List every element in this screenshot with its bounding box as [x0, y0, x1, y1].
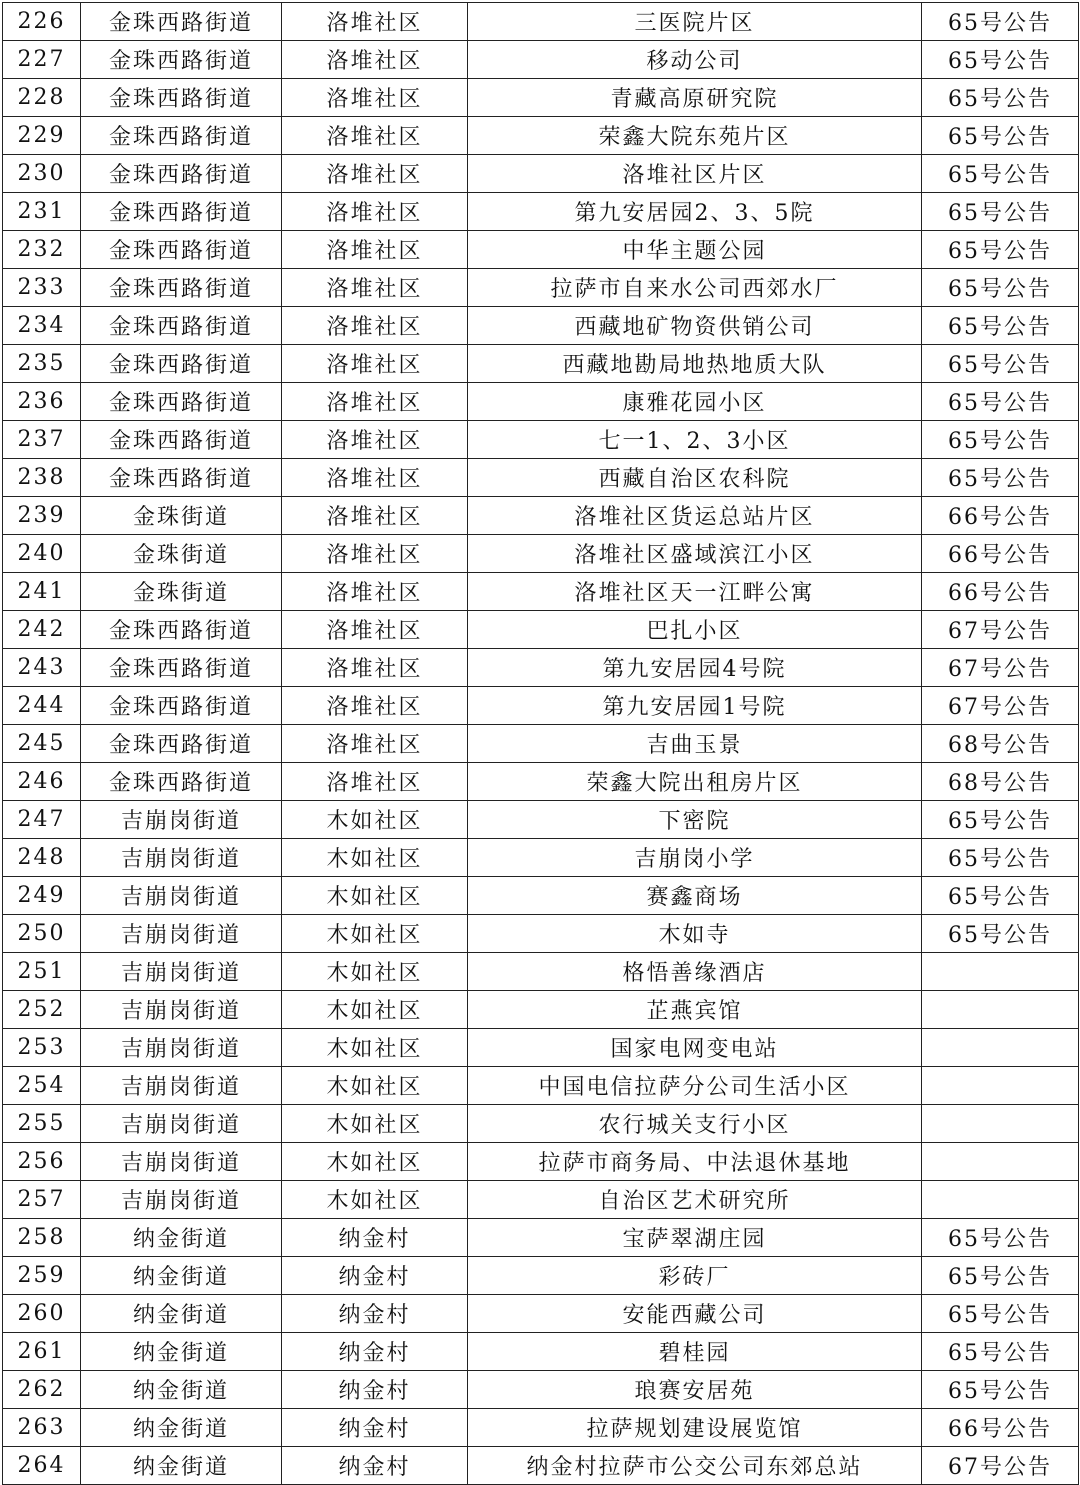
notice-cell — [922, 991, 1079, 1029]
place-cell: 七一1、2、3小区 — [468, 421, 922, 459]
row-number-cell: 248 — [3, 839, 81, 877]
community-cell: 洛堆社区 — [282, 497, 468, 535]
community-cell: 洛堆社区 — [282, 535, 468, 573]
place-cell: 中国电信拉萨分公司生活小区 — [468, 1067, 922, 1105]
street-cell: 金珠街道 — [81, 573, 282, 611]
place-cell: 芷燕宾馆 — [468, 991, 922, 1029]
place-cell: 洛堆社区货运总站片区 — [468, 497, 922, 535]
street-cell: 纳金街道 — [81, 1219, 282, 1257]
row-number-cell: 246 — [3, 763, 81, 801]
table-row — [3, 3, 1079, 41]
notice-cell: 65号公告 — [922, 1333, 1079, 1371]
row-number-cell: 244 — [3, 687, 81, 725]
street-cell: 纳金街道 — [81, 1371, 282, 1409]
table-row — [3, 1143, 1079, 1181]
notice-cell: 65号公告 — [922, 877, 1079, 915]
place-cell: 荣鑫大院东苑片区 — [468, 117, 922, 155]
notice-cell: 68号公告 — [922, 763, 1079, 801]
notice-cell: 65号公告 — [922, 459, 1079, 497]
place-cell: 农行城关支行小区 — [468, 1105, 922, 1143]
table-body — [3, 3, 1079, 1485]
notice-cell: 67号公告 — [922, 687, 1079, 725]
street-cell: 金珠街道 — [81, 535, 282, 573]
community-cell: 木如社区 — [282, 839, 468, 877]
row-number-cell: 237 — [3, 421, 81, 459]
notice-cell: 65号公告 — [922, 231, 1079, 269]
place-cell: 吉曲玉景 — [468, 725, 922, 763]
place-cell: 宝萨翠湖庄园 — [468, 1219, 922, 1257]
table-row — [3, 1029, 1079, 1067]
street-cell: 吉崩岗街道 — [81, 877, 282, 915]
row-number-cell: 247 — [3, 801, 81, 839]
street-cell: 金珠西路街道 — [81, 459, 282, 497]
street-cell: 吉崩岗街道 — [81, 1029, 282, 1067]
notice-cell: 65号公告 — [922, 269, 1079, 307]
table-row — [3, 383, 1079, 421]
row-number-cell: 238 — [3, 459, 81, 497]
street-cell: 纳金街道 — [81, 1257, 282, 1295]
notice-cell: 65号公告 — [922, 155, 1079, 193]
table-row — [3, 839, 1079, 877]
table-row — [3, 269, 1079, 307]
table-row — [3, 1409, 1079, 1447]
community-cell: 纳金村 — [282, 1333, 468, 1371]
row-number-cell: 245 — [3, 725, 81, 763]
community-cell: 洛堆社区 — [282, 725, 468, 763]
community-cell: 洛堆社区 — [282, 269, 468, 307]
table-row — [3, 41, 1079, 79]
street-cell: 金珠西路街道 — [81, 269, 282, 307]
place-cell: 下密院 — [468, 801, 922, 839]
row-number-cell: 234 — [3, 307, 81, 345]
notice-cell: 65号公告 — [922, 79, 1079, 117]
table-row — [3, 1257, 1079, 1295]
row-number-cell: 255 — [3, 1105, 81, 1143]
street-cell: 金珠西路街道 — [81, 687, 282, 725]
community-cell: 木如社区 — [282, 1029, 468, 1067]
community-cell: 纳金村 — [282, 1295, 468, 1333]
place-cell: 三医院片区 — [468, 3, 922, 41]
street-cell: 金珠西路街道 — [81, 611, 282, 649]
row-number-cell: 230 — [3, 155, 81, 193]
community-cell: 洛堆社区 — [282, 459, 468, 497]
place-cell: 赛鑫商场 — [468, 877, 922, 915]
table-row — [3, 649, 1079, 687]
table-row — [3, 991, 1079, 1029]
street-cell: 吉崩岗街道 — [81, 915, 282, 953]
community-cell: 洛堆社区 — [282, 79, 468, 117]
table-row — [3, 497, 1079, 535]
street-cell: 吉崩岗街道 — [81, 1105, 282, 1143]
notice-cell: 65号公告 — [922, 307, 1079, 345]
community-cell: 木如社区 — [282, 801, 468, 839]
street-cell: 吉崩岗街道 — [81, 1067, 282, 1105]
table-row — [3, 763, 1079, 801]
notice-cell: 66号公告 — [922, 497, 1079, 535]
table-row — [3, 877, 1079, 915]
place-cell: 青藏高原研究院 — [468, 79, 922, 117]
table-row — [3, 117, 1079, 155]
community-cell: 洛堆社区 — [282, 155, 468, 193]
place-cell: 洛堆社区天一江畔公寓 — [468, 573, 922, 611]
row-number-cell: 264 — [3, 1447, 81, 1485]
community-cell: 洛堆社区 — [282, 41, 468, 79]
street-cell: 纳金街道 — [81, 1409, 282, 1447]
street-cell: 金珠西路街道 — [81, 307, 282, 345]
street-cell: 吉崩岗街道 — [81, 953, 282, 991]
table-row — [3, 535, 1079, 573]
table-row — [3, 1067, 1079, 1105]
place-cell: 第九安居园2、3、5院 — [468, 193, 922, 231]
community-cell: 洛堆社区 — [282, 649, 468, 687]
row-number-cell: 229 — [3, 117, 81, 155]
place-cell: 巴扎小区 — [468, 611, 922, 649]
street-cell: 金珠西路街道 — [81, 763, 282, 801]
community-cell: 洛堆社区 — [282, 3, 468, 41]
notice-cell: 67号公告 — [922, 611, 1079, 649]
row-number-cell: 239 — [3, 497, 81, 535]
street-cell: 金珠西路街道 — [81, 117, 282, 155]
street-cell: 金珠西路街道 — [81, 41, 282, 79]
table-row — [3, 1447, 1079, 1485]
place-cell: 康雅花园小区 — [468, 383, 922, 421]
row-number-cell: 243 — [3, 649, 81, 687]
table-row — [3, 307, 1079, 345]
notice-cell: 65号公告 — [922, 3, 1079, 41]
street-cell: 金珠西路街道 — [81, 345, 282, 383]
place-cell: 中华主题公园 — [468, 231, 922, 269]
community-cell: 洛堆社区 — [282, 421, 468, 459]
table-row — [3, 1105, 1079, 1143]
notice-cell: 65号公告 — [922, 1371, 1079, 1409]
notice-cell: 65号公告 — [922, 421, 1079, 459]
community-cell: 木如社区 — [282, 915, 468, 953]
community-cell: 洛堆社区 — [282, 687, 468, 725]
row-number-cell: 240 — [3, 535, 81, 573]
street-cell: 金珠街道 — [81, 497, 282, 535]
place-cell: 移动公司 — [468, 41, 922, 79]
place-cell: 吉崩岗小学 — [468, 839, 922, 877]
table-row — [3, 1181, 1079, 1219]
community-cell: 洛堆社区 — [282, 193, 468, 231]
table-row — [3, 573, 1079, 611]
street-cell: 金珠西路街道 — [81, 725, 282, 763]
community-cell: 洛堆社区 — [282, 573, 468, 611]
notice-cell: 65号公告 — [922, 1219, 1079, 1257]
row-number-cell: 233 — [3, 269, 81, 307]
notice-cell — [922, 1181, 1079, 1219]
community-cell: 纳金村 — [282, 1219, 468, 1257]
area-list-table — [2, 2, 1079, 1485]
notice-cell: 68号公告 — [922, 725, 1079, 763]
community-cell: 纳金村 — [282, 1409, 468, 1447]
notice-cell: 66号公告 — [922, 573, 1079, 611]
community-cell: 木如社区 — [282, 1067, 468, 1105]
community-cell: 洛堆社区 — [282, 763, 468, 801]
community-cell: 洛堆社区 — [282, 117, 468, 155]
place-cell: 西藏自治区农科院 — [468, 459, 922, 497]
community-cell: 洛堆社区 — [282, 307, 468, 345]
notice-cell — [922, 1143, 1079, 1181]
place-cell: 第九安居园4号院 — [468, 649, 922, 687]
community-cell: 纳金村 — [282, 1447, 468, 1485]
table-row — [3, 687, 1079, 725]
row-number-cell: 257 — [3, 1181, 81, 1219]
community-cell: 洛堆社区 — [282, 231, 468, 269]
table-row — [3, 1295, 1079, 1333]
notice-cell — [922, 1029, 1079, 1067]
table-row — [3, 725, 1079, 763]
community-cell: 洛堆社区 — [282, 345, 468, 383]
place-cell: 自治区艺术研究所 — [468, 1181, 922, 1219]
row-number-cell: 241 — [3, 573, 81, 611]
row-number-cell: 249 — [3, 877, 81, 915]
street-cell: 金珠西路街道 — [81, 383, 282, 421]
table-row — [3, 1219, 1079, 1257]
notice-cell — [922, 1105, 1079, 1143]
place-cell: 碧桂园 — [468, 1333, 922, 1371]
street-cell: 纳金街道 — [81, 1447, 282, 1485]
row-number-cell: 242 — [3, 611, 81, 649]
street-cell: 金珠西路街道 — [81, 155, 282, 193]
row-number-cell: 259 — [3, 1257, 81, 1295]
row-number-cell: 251 — [3, 953, 81, 991]
row-number-cell: 256 — [3, 1143, 81, 1181]
place-cell: 洛堆社区片区 — [468, 155, 922, 193]
street-cell: 金珠西路街道 — [81, 79, 282, 117]
notice-cell: 65号公告 — [922, 345, 1079, 383]
row-number-cell: 252 — [3, 991, 81, 1029]
street-cell: 金珠西路街道 — [81, 231, 282, 269]
notice-cell: 67号公告 — [922, 1447, 1079, 1485]
notice-cell: 65号公告 — [922, 839, 1079, 877]
table-row — [3, 231, 1079, 269]
street-cell: 纳金街道 — [81, 1333, 282, 1371]
row-number-cell: 261 — [3, 1333, 81, 1371]
notice-cell: 65号公告 — [922, 1257, 1079, 1295]
place-cell: 荣鑫大院出租房片区 — [468, 763, 922, 801]
community-cell: 木如社区 — [282, 1143, 468, 1181]
place-cell: 木如寺 — [468, 915, 922, 953]
place-cell: 格悟善缘酒店 — [468, 953, 922, 991]
notice-cell: 65号公告 — [922, 117, 1079, 155]
notice-cell: 65号公告 — [922, 383, 1079, 421]
notice-cell: 65号公告 — [922, 1295, 1079, 1333]
community-cell: 木如社区 — [282, 991, 468, 1029]
table-row — [3, 801, 1079, 839]
place-cell: 彩砖厂 — [468, 1257, 922, 1295]
row-number-cell: 231 — [3, 193, 81, 231]
table-row — [3, 421, 1079, 459]
community-cell: 洛堆社区 — [282, 611, 468, 649]
table-row — [3, 155, 1079, 193]
row-number-cell: 227 — [3, 41, 81, 79]
table-row — [3, 953, 1079, 991]
row-number-cell: 236 — [3, 383, 81, 421]
place-cell: 安能西藏公司 — [468, 1295, 922, 1333]
notice-cell: 65号公告 — [922, 193, 1079, 231]
place-cell: 拉萨规划建设展览馆 — [468, 1409, 922, 1447]
community-cell: 纳金村 — [282, 1257, 468, 1295]
street-cell: 吉崩岗街道 — [81, 1143, 282, 1181]
place-cell: 拉萨市商务局、中法退休基地 — [468, 1143, 922, 1181]
row-number-cell: 262 — [3, 1371, 81, 1409]
community-cell: 木如社区 — [282, 877, 468, 915]
row-number-cell: 253 — [3, 1029, 81, 1067]
street-cell: 金珠西路街道 — [81, 649, 282, 687]
street-cell: 吉崩岗街道 — [81, 801, 282, 839]
place-cell: 琅赛安居苑 — [468, 1371, 922, 1409]
place-cell: 第九安居园1号院 — [468, 687, 922, 725]
table-row — [3, 1371, 1079, 1409]
place-cell: 西藏地矿物资供销公司 — [468, 307, 922, 345]
notice-cell — [922, 1067, 1079, 1105]
place-cell: 纳金村拉萨市公交公司东郊总站 — [468, 1447, 922, 1485]
row-number-cell: 226 — [3, 3, 81, 41]
table-row — [3, 611, 1079, 649]
notice-cell: 65号公告 — [922, 41, 1079, 79]
notice-cell: 65号公告 — [922, 801, 1079, 839]
table-row — [3, 1333, 1079, 1371]
row-number-cell: 235 — [3, 345, 81, 383]
community-cell: 洛堆社区 — [282, 383, 468, 421]
community-cell: 木如社区 — [282, 1181, 468, 1219]
street-cell: 吉崩岗街道 — [81, 1181, 282, 1219]
street-cell: 纳金街道 — [81, 1295, 282, 1333]
community-cell: 木如社区 — [282, 1105, 468, 1143]
place-cell: 洛堆社区盛域滨江小区 — [468, 535, 922, 573]
row-number-cell: 250 — [3, 915, 81, 953]
table-row — [3, 345, 1079, 383]
table-row — [3, 915, 1079, 953]
row-number-cell: 232 — [3, 231, 81, 269]
street-cell: 金珠西路街道 — [81, 193, 282, 231]
row-number-cell: 228 — [3, 79, 81, 117]
notice-cell: 67号公告 — [922, 649, 1079, 687]
street-cell: 吉崩岗街道 — [81, 839, 282, 877]
notice-cell: 66号公告 — [922, 535, 1079, 573]
row-number-cell: 263 — [3, 1409, 81, 1447]
table-row — [3, 459, 1079, 497]
street-cell: 金珠西路街道 — [81, 3, 282, 41]
table-row — [3, 79, 1079, 117]
street-cell: 吉崩岗街道 — [81, 991, 282, 1029]
street-cell: 金珠西路街道 — [81, 421, 282, 459]
notice-cell: 65号公告 — [922, 915, 1079, 953]
notice-cell: 66号公告 — [922, 1409, 1079, 1447]
row-number-cell: 254 — [3, 1067, 81, 1105]
community-cell: 木如社区 — [282, 953, 468, 991]
notice-cell — [922, 953, 1079, 991]
place-cell: 拉萨市自来水公司西郊水厂 — [468, 269, 922, 307]
row-number-cell: 260 — [3, 1295, 81, 1333]
place-cell: 国家电网变电站 — [468, 1029, 922, 1067]
row-number-cell: 258 — [3, 1219, 81, 1257]
table-row — [3, 193, 1079, 231]
place-cell: 西藏地勘局地热地质大队 — [468, 345, 922, 383]
community-cell: 纳金村 — [282, 1371, 468, 1409]
